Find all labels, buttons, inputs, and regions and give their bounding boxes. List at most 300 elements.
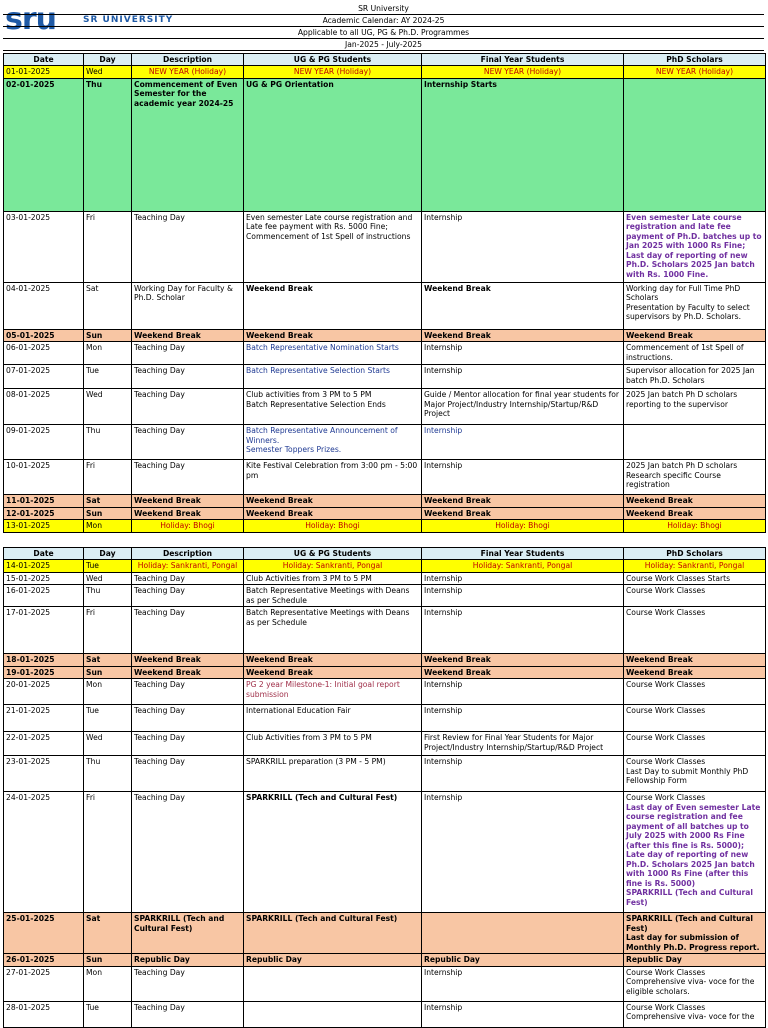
description-cell-text: Weekend Break xyxy=(134,330,201,340)
day-cell xyxy=(84,460,132,495)
phd-cell-text: Working day for Full Time PhD Scholars xyxy=(626,283,741,302)
final-year-cell xyxy=(422,1001,624,1027)
ug-pg-cell xyxy=(244,1001,422,1027)
date-cell-text: 12-01-2025 xyxy=(6,508,55,518)
description-cell xyxy=(132,792,244,913)
phd-cell-text: SPARKRILL (Tech and Cultural Fest) xyxy=(626,888,753,907)
day-cell-text: Sat xyxy=(86,496,101,505)
ug-pg-cell-text: SPARKRILL (Tech and Cultural Fest) xyxy=(246,793,398,802)
day-cell xyxy=(84,425,132,460)
date-cell xyxy=(4,756,84,792)
ug-pg-cell-text: International Education Fair xyxy=(246,706,351,715)
day-cell xyxy=(84,954,132,967)
calendar-title-range: Jan-2025 - July-2025 xyxy=(3,40,764,51)
col-header-description: Description xyxy=(132,548,244,560)
calendar-row xyxy=(4,282,766,329)
ug-pg-cell xyxy=(244,654,422,667)
ug-pg-cell-text: Kite Festival Celebration from 3:00 pm - 5:00 pm xyxy=(246,461,418,480)
day-cell xyxy=(84,679,132,705)
calendar-row xyxy=(4,954,766,967)
description-cell xyxy=(132,572,244,585)
description-cell-text: Commencement of Even Semester for the academic year 2024-25 xyxy=(134,79,238,108)
final-year-cell xyxy=(422,654,624,667)
description-cell-text: Teaching Day xyxy=(134,706,185,715)
ug-pg-cell-text: Even semester Late course registration and Late fee payment with Rs. 5000 Fine; xyxy=(246,212,413,231)
ug-pg-cell xyxy=(244,666,422,679)
phd-cell xyxy=(624,507,766,520)
calendar-row xyxy=(4,654,766,667)
calendar-table-2 xyxy=(3,547,766,1028)
final-year-cell-text: NEW YEAR (Holiday) xyxy=(483,67,562,76)
phd-cell xyxy=(624,1001,766,1027)
description-cell xyxy=(132,78,244,211)
calendar-row xyxy=(4,365,766,389)
logo-mark: sru xyxy=(5,2,57,37)
date-cell xyxy=(4,954,84,967)
calendar-row xyxy=(4,732,766,756)
date-cell-text: 06-01-2025 xyxy=(6,343,51,352)
description-cell xyxy=(132,585,244,607)
final-year-cell xyxy=(422,954,624,967)
final-year-cell-text: Internship xyxy=(424,426,463,435)
col-header-final-year: Final Year Students xyxy=(422,54,624,66)
calendar-row xyxy=(4,460,766,495)
final-year-cell xyxy=(422,329,624,342)
ug-pg-cell xyxy=(244,66,422,79)
phd-cell xyxy=(624,654,766,667)
day-cell-text: Mon xyxy=(86,343,103,352)
final-year-cell xyxy=(422,460,624,495)
phd-cell-text: Holiday: Sankranti, Pongal xyxy=(644,561,745,570)
day-cell xyxy=(84,342,132,365)
final-year-cell-text: First Review for Final Year Students for Major Project/Industry Internship/Startup/R&D Project xyxy=(424,733,604,752)
phd-cell-text: 2025 Jan batch Ph D scholars reporting to the supervisor xyxy=(626,390,738,409)
final-year-cell-text: Weekend Break xyxy=(424,508,491,518)
calendar-title-university: SR University xyxy=(3,4,764,15)
description-cell xyxy=(132,365,244,389)
description-cell-text: Weekend Break xyxy=(134,667,201,677)
day-cell xyxy=(84,282,132,329)
day-cell xyxy=(84,607,132,654)
final-year-cell-text: Holiday: Sankranti, Pongal xyxy=(472,561,573,570)
table-header-row xyxy=(4,54,766,66)
phd-cell-text: Comprehensive viva- voce for the xyxy=(626,1012,755,1021)
phd-cell-text: Course Work Classes xyxy=(626,757,706,766)
ug-pg-cell xyxy=(244,342,422,365)
date-cell-text: 08-01-2025 xyxy=(6,390,51,399)
phd-cell-text: Course Work Classes xyxy=(626,608,706,617)
day-cell xyxy=(84,1001,132,1027)
calendar-row xyxy=(4,342,766,365)
description-cell xyxy=(132,679,244,705)
date-cell xyxy=(4,365,84,389)
date-cell xyxy=(4,78,84,211)
phd-cell-text: Holiday: Bhogi xyxy=(667,521,722,530)
description-cell-text: Holiday: Sankranti, Pongal xyxy=(137,561,238,570)
university-name: SR UNIVERSITY xyxy=(83,15,174,25)
calendar-table-1 xyxy=(3,53,766,533)
day-cell-text: Mon xyxy=(86,967,103,977)
day-cell-text: Thu xyxy=(86,79,102,89)
phd-cell xyxy=(624,966,766,1001)
description-cell xyxy=(132,705,244,732)
description-cell xyxy=(132,495,244,508)
day-cell-text: Sun xyxy=(86,508,103,518)
phd-cell xyxy=(624,78,766,211)
final-year-cell-text: Internship xyxy=(424,573,463,583)
day-cell-text: Wed xyxy=(86,67,103,76)
description-cell xyxy=(132,913,244,954)
phd-cell xyxy=(624,607,766,654)
date-cell-text: 27-01-2025 xyxy=(6,967,51,977)
ug-pg-cell-text: Republic Day xyxy=(246,955,302,964)
col-header-ug-pg: UG & PG Students xyxy=(244,54,422,66)
calendar-row xyxy=(4,792,766,913)
ug-pg-cell xyxy=(244,329,422,342)
phd-cell xyxy=(624,913,766,954)
final-year-cell-text: Weekend Break xyxy=(424,330,491,340)
description-cell-text: NEW YEAR (Holiday) xyxy=(148,67,227,76)
date-cell-text: 24-01-2025 xyxy=(6,793,51,802)
phd-cell-text: Weekend Break xyxy=(626,496,693,505)
date-cell xyxy=(4,1001,84,1027)
final-year-cell xyxy=(422,913,624,954)
final-year-cell-text: Internship xyxy=(424,1002,463,1012)
description-cell xyxy=(132,342,244,365)
phd-cell-text: Course Work Classes xyxy=(626,793,706,802)
ug-pg-cell xyxy=(244,425,422,460)
final-year-cell xyxy=(422,342,624,365)
day-cell-text: Fri xyxy=(86,212,96,222)
phd-cell-text: Last Day to submit Monthly PhD Fellowship Form xyxy=(626,766,749,785)
phd-cell xyxy=(624,389,766,425)
phd-cell xyxy=(624,460,766,495)
phd-cell-text: Comprehensive viva- voce for the eligible scholars. xyxy=(626,977,755,996)
date-cell-text: 10-01-2025 xyxy=(6,461,51,470)
col-header-description: Description xyxy=(132,54,244,66)
phd-cell xyxy=(624,425,766,460)
day-cell-text: Tue xyxy=(86,561,99,570)
description-cell xyxy=(132,654,244,667)
description-cell-text: Teaching Day xyxy=(134,793,185,802)
calendar-row xyxy=(4,585,766,607)
date-cell-text: 28-01-2025 xyxy=(6,1002,51,1012)
description-cell-text: Teaching Day xyxy=(134,343,185,352)
ug-pg-cell-text: Semester Toppers Prizes. xyxy=(246,445,342,454)
day-cell xyxy=(84,507,132,520)
description-cell-text: Teaching Day xyxy=(134,733,185,742)
phd-cell xyxy=(624,211,766,282)
final-year-cell xyxy=(422,679,624,705)
description-cell xyxy=(132,66,244,79)
ug-pg-cell xyxy=(244,520,422,533)
phd-cell xyxy=(624,66,766,79)
final-year-cell-text: Holiday: Bhogi xyxy=(495,521,550,530)
date-cell-text: 03-01-2025 xyxy=(6,212,51,222)
ug-pg-cell xyxy=(244,282,422,329)
col-header-phd: PhD Scholars xyxy=(624,54,766,66)
date-cell-text: 05-01-2025 xyxy=(6,330,55,340)
day-cell xyxy=(84,389,132,425)
phd-cell xyxy=(624,954,766,967)
ug-pg-cell xyxy=(244,954,422,967)
final-year-cell xyxy=(422,756,624,792)
ug-pg-cell xyxy=(244,607,422,654)
description-cell-text: Republic Day xyxy=(134,955,190,964)
final-year-cell xyxy=(422,572,624,585)
phd-cell-text: Even semester Late course registration and late fee payment of Ph.D. batches up to Jan 2025 with 1000 Rs Fine; Last day of reporting of new Ph.D. Scholars 2025 Jan batch with Rs. 1000 Fine. xyxy=(626,212,762,279)
calendar-row xyxy=(4,966,766,1001)
col-header-day: Day xyxy=(84,54,132,66)
date-cell xyxy=(4,520,84,533)
date-cell xyxy=(4,679,84,705)
ug-pg-cell xyxy=(244,495,422,508)
date-cell xyxy=(4,460,84,495)
day-cell-text: Tue xyxy=(86,706,99,715)
final-year-cell-text: Internship xyxy=(424,608,463,617)
phd-cell-text: SPARKRILL (Tech and Cultural Fest) xyxy=(626,914,753,933)
final-year-cell-text: Weekend Break xyxy=(424,496,491,505)
ug-pg-cell-text: Weekend Break xyxy=(246,667,313,677)
description-cell xyxy=(132,732,244,756)
description-cell-text: Teaching Day xyxy=(134,680,185,689)
phd-cell-text: Course Work Classes xyxy=(626,586,706,595)
final-year-cell xyxy=(422,66,624,79)
ug-pg-cell-text: SPARKRILL (Tech and Cultural Fest) xyxy=(246,914,398,923)
description-cell xyxy=(132,211,244,282)
calendar-row xyxy=(4,913,766,954)
phd-cell-text: Last day for submission of Monthly Ph.D. Progress report. xyxy=(626,933,760,952)
phd-cell-text: 2025 Jan batch Ph D scholars xyxy=(626,461,738,470)
ug-pg-cell xyxy=(244,966,422,1001)
day-cell xyxy=(84,572,132,585)
ug-pg-cell-text: Batch Representative Selection Ends xyxy=(246,399,386,409)
ug-pg-cell xyxy=(244,560,422,573)
ug-pg-cell xyxy=(244,507,422,520)
final-year-cell-text: Guide / Mentor allocation for final year students for Major Project/Industry Internship/Startup/R&D Project xyxy=(424,390,620,418)
day-cell-text: Mon xyxy=(86,521,103,530)
table-header-row xyxy=(4,548,766,560)
ug-pg-cell xyxy=(244,913,422,954)
date-cell-text: 14-01-2025 xyxy=(6,561,51,570)
phd-cell xyxy=(624,585,766,607)
day-cell-text: Fri xyxy=(86,608,96,617)
day-cell xyxy=(84,756,132,792)
final-year-cell-text: Internship xyxy=(424,586,463,595)
final-year-cell-text: Internship xyxy=(424,366,463,375)
description-cell xyxy=(132,607,244,654)
phd-cell-text: Course Work Classes xyxy=(626,1002,706,1012)
phd-cell-text: Weekend Break xyxy=(626,655,693,664)
description-cell-text: Weekend Break xyxy=(134,508,201,518)
date-cell-text: 01-01-2025 xyxy=(6,67,51,76)
ug-pg-cell-text: Commencement of 1st Spell of instructions xyxy=(246,231,411,241)
calendar-row xyxy=(4,78,766,211)
final-year-cell-text: Internship xyxy=(424,967,463,977)
date-cell xyxy=(4,329,84,342)
date-cell xyxy=(4,495,84,508)
final-year-cell xyxy=(422,607,624,654)
date-cell xyxy=(4,966,84,1001)
final-year-cell xyxy=(422,560,624,573)
phd-cell xyxy=(624,520,766,533)
phd-cell xyxy=(624,705,766,732)
day-cell xyxy=(84,495,132,508)
final-year-cell-text: Republic Day xyxy=(424,955,480,964)
ug-pg-cell-text: Batch Representative Nomination Starts xyxy=(246,343,399,352)
description-cell-text: Teaching Day xyxy=(134,1002,185,1012)
calendar-row xyxy=(4,389,766,425)
final-year-cell xyxy=(422,585,624,607)
date-cell xyxy=(4,507,84,520)
calendar-row xyxy=(4,520,766,533)
ug-pg-cell-text: Weekend Break xyxy=(246,496,313,505)
phd-cell-text: Course Work Classes xyxy=(626,680,706,689)
description-cell-text: Teaching Day xyxy=(134,967,185,977)
date-cell xyxy=(4,705,84,732)
description-cell-text: Weekend Break xyxy=(134,655,201,664)
final-year-cell-text: Internship xyxy=(424,757,463,766)
date-cell-text: 21-01-2025 xyxy=(6,706,51,715)
phd-cell-text: Last day of Even semester Late course registration and fee payment of all batches up to July 2025 with 2000 Rs Fine (after this fine is Rs. 5000); Late day of reporting of new Ph.D. Scholars 2025 Jan batch with 1000 Rs Fine (after this fine is Rs. 5000) xyxy=(626,802,761,888)
ug-pg-cell xyxy=(244,572,422,585)
date-cell-text: 11-01-2025 xyxy=(6,496,55,505)
ug-pg-cell-text: Weekend Break xyxy=(246,283,313,293)
description-cell-text: Teaching Day xyxy=(134,757,185,766)
description-cell-text: Holiday: Bhogi xyxy=(160,521,215,530)
day-cell-text: Sat xyxy=(86,914,101,923)
day-cell-text: Sat xyxy=(86,283,99,293)
day-cell xyxy=(84,913,132,954)
date-cell xyxy=(4,732,84,756)
phd-cell-text: Presentation by Faculty to select supervisors by Ph.D. Scholars. xyxy=(626,302,750,321)
ug-pg-cell xyxy=(244,78,422,211)
calendar-row xyxy=(4,679,766,705)
date-cell xyxy=(4,211,84,282)
col-header-ug-pg: UG & PG Students xyxy=(244,548,422,560)
date-cell xyxy=(4,560,84,573)
col-header-date: Date xyxy=(4,54,84,66)
day-cell-text: Tue xyxy=(86,366,99,375)
ug-pg-cell-text: Club Activities from 3 PM to 5 PM xyxy=(246,573,372,583)
description-cell-text: Weekend Break xyxy=(134,496,201,505)
final-year-cell-text: Internship xyxy=(424,461,463,470)
ug-pg-cell-text: Batch Representative Meetings with Deans as per Schedule xyxy=(246,608,410,627)
date-cell xyxy=(4,572,84,585)
ug-pg-cell xyxy=(244,211,422,282)
date-cell-text: 22-01-2025 xyxy=(6,733,51,742)
calendar-row xyxy=(4,66,766,79)
col-header-final-year: Final Year Students xyxy=(422,548,624,560)
final-year-cell xyxy=(422,425,624,460)
final-year-cell xyxy=(422,705,624,732)
calendar-row xyxy=(4,666,766,679)
calendar-row xyxy=(4,607,766,654)
day-cell xyxy=(84,666,132,679)
phd-cell-text: Course Work Classes Starts xyxy=(626,573,731,583)
phd-cell xyxy=(624,342,766,365)
final-year-cell xyxy=(422,365,624,389)
phd-cell xyxy=(624,495,766,508)
phd-cell xyxy=(624,329,766,342)
phd-cell-text: Weekend Break xyxy=(626,508,693,518)
final-year-cell-text: Weekend Break xyxy=(424,283,491,293)
phd-cell xyxy=(624,365,766,389)
phd-cell-text: Republic Day xyxy=(626,955,682,964)
day-cell-text: Wed xyxy=(86,573,103,583)
date-cell-text: 26-01-2025 xyxy=(6,955,55,964)
date-cell-text: 09-01-2025 xyxy=(6,426,51,435)
day-cell-text: Thu xyxy=(86,426,101,435)
ug-pg-cell-text: Batch Representative Announcement of Winners. xyxy=(246,426,398,445)
date-cell xyxy=(4,666,84,679)
phd-cell xyxy=(624,679,766,705)
day-cell xyxy=(84,732,132,756)
description-cell-text: SPARKRILL (Tech and Cultural Fest) xyxy=(134,914,225,933)
description-cell-text: Working Day for Faculty & Ph.D. Scholar xyxy=(134,283,233,302)
ug-pg-cell-text: Batch Representative Selection Starts xyxy=(246,366,390,375)
phd-cell xyxy=(624,756,766,792)
ug-pg-cell-text: NEW YEAR (Holiday) xyxy=(293,67,372,76)
phd-cell-text: Course Work Classes xyxy=(626,967,706,977)
ug-pg-cell xyxy=(244,365,422,389)
description-cell-text: Teaching Day xyxy=(134,426,185,435)
phd-cell-text: Research specific Course registration xyxy=(626,470,721,489)
day-cell xyxy=(84,792,132,913)
description-cell xyxy=(132,425,244,460)
date-cell xyxy=(4,585,84,607)
date-cell-text: 17-01-2025 xyxy=(6,608,51,617)
ug-pg-cell xyxy=(244,732,422,756)
calendar-row xyxy=(4,572,766,585)
phd-cell-text: Commencement of 1st Spell of instructions. xyxy=(626,343,744,362)
calendar-row xyxy=(4,560,766,573)
ug-pg-cell-text: Holiday: Bhogi xyxy=(305,521,360,530)
ug-pg-cell-text: Batch Representative Meetings with Deans as per Schedule xyxy=(246,586,410,605)
ug-pg-cell xyxy=(244,756,422,792)
description-cell-text: Teaching Day xyxy=(134,586,185,595)
description-cell xyxy=(132,756,244,792)
phd-cell-text: NEW YEAR (Holiday) xyxy=(655,67,734,76)
description-cell xyxy=(132,666,244,679)
day-cell-text: Sun xyxy=(86,667,103,677)
day-cell xyxy=(84,520,132,533)
phd-cell xyxy=(624,732,766,756)
col-header-phd: PhD Scholars xyxy=(624,548,766,560)
description-cell-text: Teaching Day xyxy=(134,461,185,470)
final-year-cell xyxy=(422,666,624,679)
col-header-date: Date xyxy=(4,548,84,560)
ug-pg-cell xyxy=(244,679,422,705)
col-header-day: Day xyxy=(84,548,132,560)
ug-pg-cell-text: SPARKRILL preparation (3 PM - 5 PM) xyxy=(246,757,386,766)
day-cell-text: Sat xyxy=(86,655,101,664)
date-cell-text: 07-01-2025 xyxy=(6,366,51,375)
ug-pg-cell xyxy=(244,705,422,732)
phd-cell-text: Weekend Break xyxy=(626,330,693,340)
final-year-cell xyxy=(422,507,624,520)
ug-pg-cell-text: Weekend Break xyxy=(246,508,313,518)
date-cell-text: 20-01-2025 xyxy=(6,680,51,689)
day-cell xyxy=(84,66,132,79)
calendar-title-year: Academic Calendar: AY 2024-25 xyxy=(3,16,764,27)
calendar-row xyxy=(4,756,766,792)
final-year-cell xyxy=(422,732,624,756)
description-cell xyxy=(132,560,244,573)
final-year-cell xyxy=(422,78,624,211)
final-year-cell-text: Internship xyxy=(424,343,463,352)
date-cell-text: 19-01-2025 xyxy=(6,667,55,677)
